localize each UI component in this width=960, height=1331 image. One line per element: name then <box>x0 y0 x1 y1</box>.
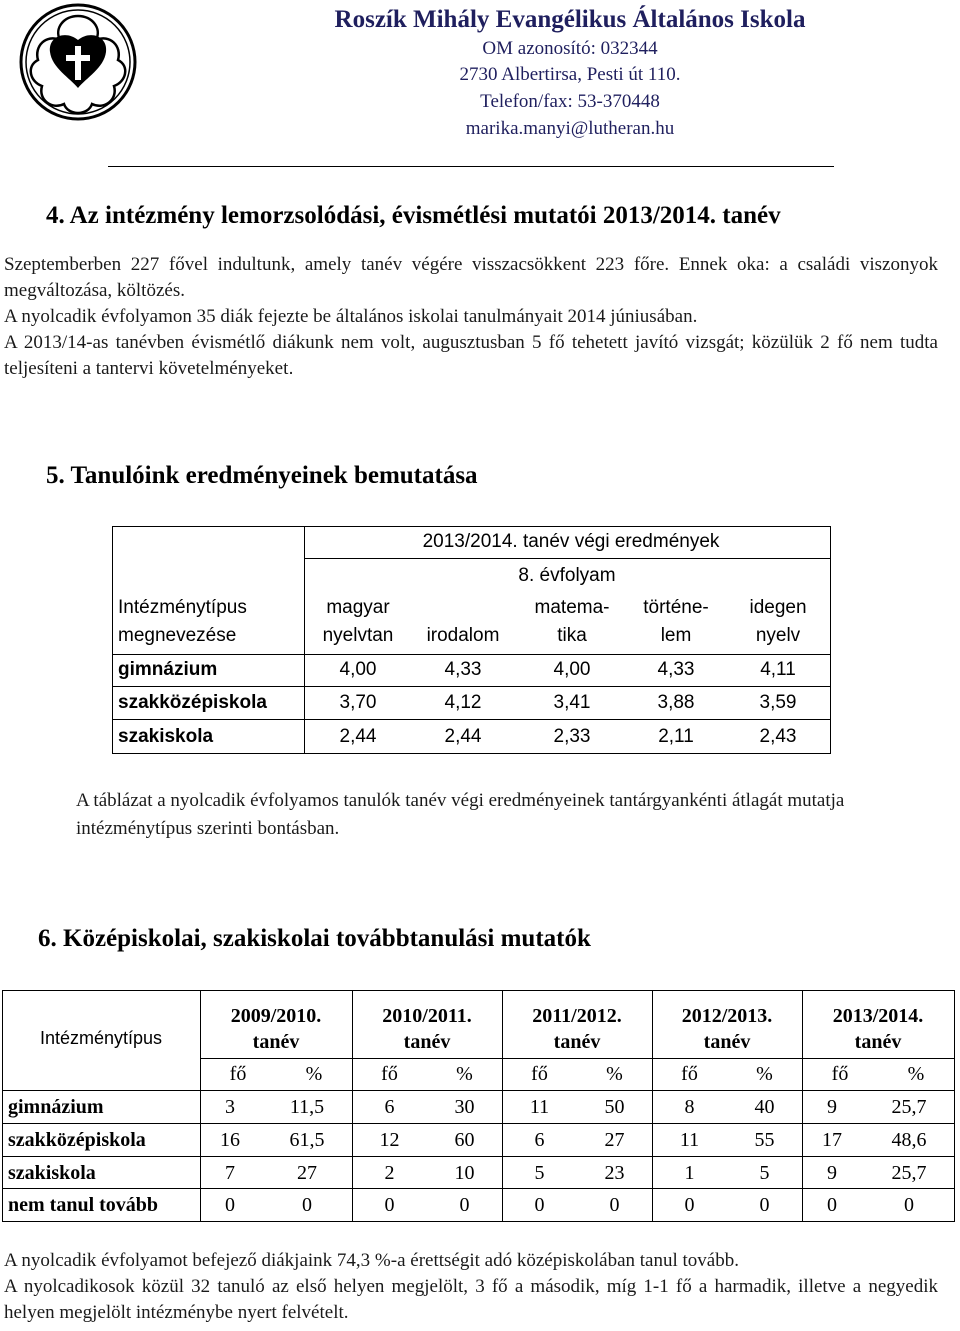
column-header: magyar <box>326 597 390 618</box>
table-cell: 4,33 <box>657 659 695 680</box>
section-4-paragraph-1: Szeptemberben 227 fővel indultunk, amely tanév végére visszacsökkent 223 főre. Ennek oka: a családi viszonyok megváltozása, költözés. <box>4 254 938 301</box>
table-cell: 2,11 <box>658 726 694 747</box>
table-cell: 0 <box>904 1194 914 1216</box>
table-cell: 0 <box>384 1194 395 1216</box>
column-header: idegen <box>749 597 807 618</box>
year-header: tanév <box>703 1031 751 1053</box>
section-6-paragraph-1: A nyolcadik évfolyamot befejező diákjaink 74,3 %-a érettségit adó középiskolában tanul tovább. <box>4 1250 739 1271</box>
section-4-text <box>4 252 938 382</box>
table-cell: 48,6 <box>891 1129 927 1151</box>
table-cell: 2 <box>384 1162 395 1184</box>
table-cell: 0 <box>759 1194 770 1216</box>
row-label: nem tanul tovább <box>8 1194 159 1216</box>
table-cell: 12 <box>379 1129 400 1151</box>
table-border <box>2 1090 954 1091</box>
table-border <box>112 753 830 754</box>
table-cell: 10 <box>454 1162 475 1184</box>
table-cell: 17 <box>822 1129 842 1151</box>
section-4-paragraph-3 <box>4 330 938 382</box>
table-cell: 0 <box>827 1194 837 1216</box>
table-cell: 11 <box>679 1129 700 1151</box>
table-cell: 3,88 <box>657 692 695 713</box>
school-address: 2730 Albertirsa, Pesti út 110. <box>459 64 681 85</box>
table-cell: 2,44 <box>444 726 482 747</box>
school-name: Roszík Mihály Evangélikus Általános Iskola <box>334 6 806 33</box>
table-cell: 3 <box>225 1096 235 1118</box>
table-cell: 4,33 <box>444 659 482 680</box>
table-cell: 2,44 <box>339 726 377 747</box>
subheader-percent: % <box>456 1063 473 1085</box>
table-cell: 11,5 <box>289 1096 325 1118</box>
table-cell: 6 <box>534 1129 545 1151</box>
section-4-paragraph-3-text: A 2013/14-as tanévben évismétlő diákunk nem volt, augusztusban 5 fő tehetett javító vizsgát; közülük 2 fő nem tudta teljesíteni a tantervi követelményeket <box>4 332 938 379</box>
table-border <box>304 526 305 754</box>
column-header: nyelvtan <box>322 625 394 646</box>
column-header: lem <box>660 625 692 646</box>
year-header: 2009/2010. <box>230 1005 322 1027</box>
table-border <box>2 1221 954 1222</box>
year-header: 2013/2014. <box>832 1005 924 1027</box>
row-label: szakiskola <box>118 726 214 747</box>
row-label: szakközépiskola <box>8 1129 146 1151</box>
column-header: matema- <box>534 597 610 618</box>
table-cell: 9 <box>827 1096 837 1118</box>
type-header: Intézménytípus <box>39 1028 163 1048</box>
table-cell: 8 <box>684 1096 695 1118</box>
table-cell: 9 <box>827 1162 837 1184</box>
school-email: marika.manyi@lutheran.hu <box>465 118 675 139</box>
table-cell: 1 <box>684 1162 695 1184</box>
table-cell: 60 <box>454 1129 475 1151</box>
table-border <box>2 1188 954 1189</box>
subheader-count: fő <box>229 1063 247 1085</box>
subheader-percent: % <box>907 1063 925 1085</box>
subheader-count: fő <box>831 1063 849 1085</box>
table-cell: 4,11 <box>760 659 796 680</box>
type-header-line-1: Intézménytípus <box>118 597 247 618</box>
row-label: gimnázium <box>8 1096 104 1118</box>
table-border <box>112 654 830 655</box>
table-cell: 55 <box>754 1129 775 1151</box>
section-5-title: 5. Tanulóink eredményeinek bemutatása <box>46 462 478 489</box>
year-header: tanév <box>553 1031 601 1053</box>
om-id: OM azonosító: 032344 <box>482 38 658 59</box>
subheader-percent: % <box>305 1063 323 1085</box>
column-header: tika <box>557 625 587 646</box>
table-border <box>2 1123 954 1124</box>
further-education-table <box>2 990 954 1222</box>
results-table <box>112 526 830 754</box>
table-cell: 0 <box>225 1194 235 1216</box>
table-cell: 3,70 <box>339 692 377 713</box>
row-label: szakközépiskola <box>118 692 267 713</box>
year-header: 2012/2013. <box>681 1005 773 1027</box>
table-cell: 30 <box>454 1096 475 1118</box>
type-header-line-2: megnevezése <box>118 625 237 646</box>
section-6-paragraph-2: A nyolcadikosok közül 32 tanuló az első helyen megjelölt, 3 fő a második, míg 1-1 fő a harmadik, illetve a negyedik helyen megjelölt intézménybe nyert felvételt. <box>4 1276 938 1323</box>
table-cell: 4,00 <box>339 659 377 680</box>
table-cell: 5 <box>534 1162 545 1184</box>
section-4-title: 4. Az intézmény lemorzsolódási, évismétlési mutatói 2013/2014. tanév <box>46 202 781 229</box>
column-header: történe- <box>643 597 709 618</box>
column-header: irodalom <box>426 625 500 646</box>
table-cell: 61,5 <box>289 1129 325 1151</box>
table-border <box>112 526 830 527</box>
column-header: nyelv <box>755 625 801 646</box>
table-cell: 50 <box>604 1096 625 1118</box>
table-cell: 0 <box>534 1194 545 1216</box>
table-cell: 40 <box>754 1096 775 1118</box>
table-cell: 6 <box>384 1096 395 1118</box>
table-border <box>112 686 830 687</box>
section-4-paragraph-3-end: . <box>288 358 294 379</box>
table-cell: 7 <box>225 1162 235 1184</box>
table-cell: 4,00 <box>553 659 591 680</box>
results-note: A táblázat a nyolcadik évfolyamos tanulók tanév végi eredményeinek tantárgyankénti átlagát mutatja intézménytípus szerinti bontásban. <box>76 790 845 839</box>
table-caption: 2013/2014. tanév végi eredmények <box>422 531 720 552</box>
table-border <box>112 719 830 720</box>
table-cell: 0 <box>459 1194 470 1216</box>
table-cell: 16 <box>220 1129 240 1151</box>
subheader-percent: % <box>756 1063 773 1085</box>
year-header: tanév <box>252 1031 300 1053</box>
table-cell: 3,59 <box>759 692 797 713</box>
table-cell: 27 <box>297 1162 317 1184</box>
table-cell: 5 <box>759 1162 770 1184</box>
section-6-text <box>4 1248 938 1326</box>
table-border <box>112 526 113 754</box>
subheader-count: fő <box>531 1063 548 1085</box>
section-4-paragraph-2: A nyolcadik évfolyamon 35 diák fejezte be általános iskolai tanulmányait 2014 júniusában. <box>4 306 698 327</box>
table-cell: 2,33 <box>553 726 591 747</box>
year-header: 2011/2012. <box>532 1005 622 1027</box>
year-header: 2010/2011. <box>382 1005 472 1027</box>
table-border <box>830 526 831 754</box>
year-header: tanév <box>854 1031 902 1053</box>
subheader-count: fő <box>681 1063 698 1085</box>
table-cell: 23 <box>604 1162 625 1184</box>
table-cell: 27 <box>604 1129 625 1151</box>
section-6-title: 6. Középiskolai, szakiskolai továbbtanulási mutatók <box>38 925 591 952</box>
table-border <box>2 1156 954 1157</box>
subheader-percent: % <box>606 1063 623 1085</box>
table-cell: 0 <box>684 1194 695 1216</box>
row-label: szakiskola <box>8 1162 96 1184</box>
school-phone: Telefon/fax: 53-370448 <box>480 91 660 112</box>
table-cell: 0 <box>302 1194 312 1216</box>
table-border <box>2 990 954 991</box>
luther-rose-logo-icon <box>18 2 138 122</box>
table-cell: 3,41 <box>553 692 591 713</box>
table-border <box>304 558 830 559</box>
subheader-count: fő <box>381 1063 398 1085</box>
table-border <box>200 1058 954 1059</box>
table-cell: 25,7 <box>891 1162 927 1184</box>
year-header: tanév <box>403 1031 451 1053</box>
table-cell: 4,12 <box>444 692 482 713</box>
table-cell: 11 <box>529 1096 550 1118</box>
header-divider <box>108 166 834 167</box>
table-subcaption: 8. évfolyam <box>518 565 616 586</box>
row-label: gimnázium <box>118 659 218 680</box>
table-border <box>954 990 955 1222</box>
table-cell: 25,7 <box>891 1096 927 1118</box>
table-cell: 2,43 <box>759 726 797 747</box>
table-cell: 0 <box>609 1194 620 1216</box>
